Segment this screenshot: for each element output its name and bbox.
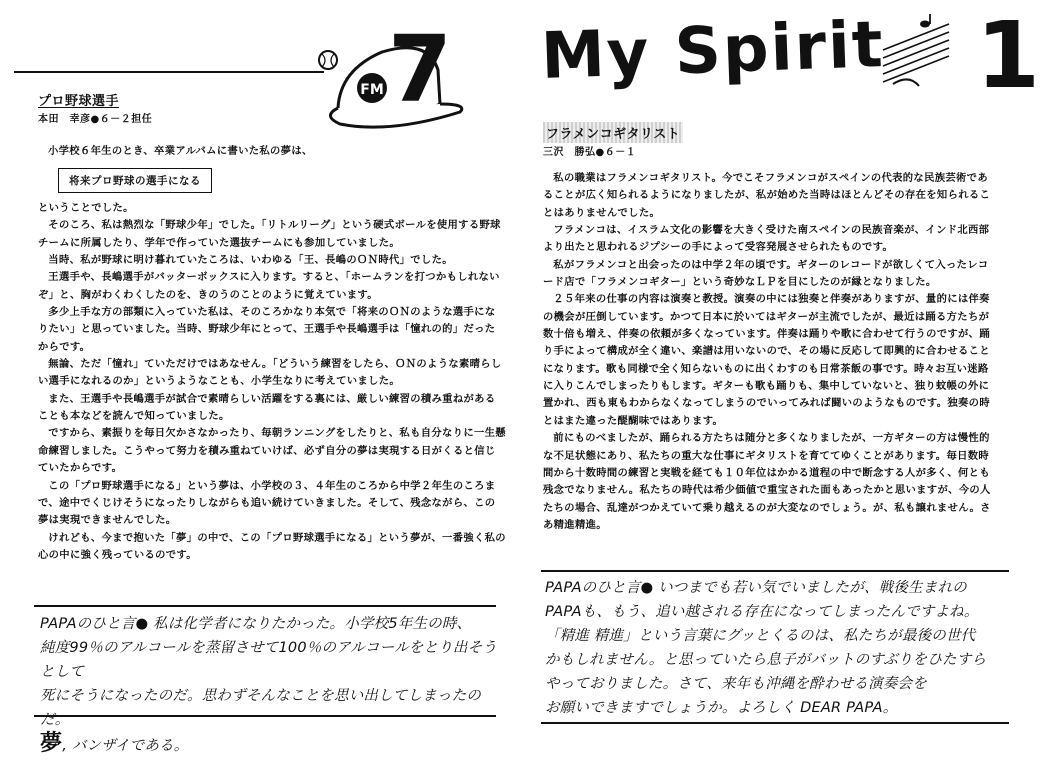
paragraph: また、王選手や長嶋選手が試合で素晴らしい活躍をする裏には、厳しい練習の積み重ねがあることも本などを読んで知っていました。	[38, 392, 496, 423]
paragraph: 当時、私が野球に明け暮れていたころは、いわゆる「王、長嶋のＯＮ時代」でした。	[48, 254, 453, 267]
article-title: フラメンコギタリスト	[543, 122, 683, 143]
article-body	[38, 200, 506, 564]
comment-top-rule	[34, 605, 496, 607]
music-notes-icon	[879, 14, 959, 94]
paragraph: 無論、ただ「憧れ」ていただけではあなせん。「どういう練習をしたら、ＯＮのような素晴らしい選手になれるのか」というようなことも、小学生なりに考えていました。	[38, 358, 502, 388]
intro-line: 小学校６年生のとき、卒業アルバムに書いた私の夢は、	[48, 145, 313, 157]
comment-top-rule	[541, 570, 1009, 572]
papa-comment-line: PAPAも、もう、追い越される存在になってしまったんですよね。	[545, 604, 979, 620]
header-rule	[14, 71, 324, 73]
papa-comment-line: 私は化学者になりたかった。小学校5年生の時、	[153, 616, 472, 632]
papa-closing: バンザイである。	[71, 738, 189, 754]
issue-number: 1	[976, 2, 1041, 109]
paragraph: 私がフラメンコと出会ったのは中学２年の頃です。ギターのレコードが欲しくて入ったレコード店で「フラメンコギター」という奇妙なＬＰを目にしたのが縁となりました。	[543, 258, 989, 289]
left-column	[0, 0, 520, 772]
paragraph: 多少上手な方の部類に入っていた私は、そのころかなり本気で「将来のＯＮのような選手になりたい」と思っていました。当時、野球少年にとって、王選手や長嶋選手は「憧れの的」だったからです。	[38, 306, 496, 353]
right-column	[531, 0, 1051, 772]
papa-label: PAPAのひと言●	[545, 580, 654, 596]
papa-comment-line: 純度99％のアルコールを蒸留させて100％のアルコールをとり出そうとして	[40, 640, 497, 680]
papa-comment-line: やっておりました。さて、来年も沖縄を酔わせる演奏会を	[545, 676, 927, 692]
paragraph: 王選手や、長嶋選手がバッターボックスに入ります。すると、「ホームランを打つかもしれないぞ」と、胸がわくわくしたのを、きのうのことのように覚えています。	[38, 271, 500, 301]
papa-closing-big: 夢	[40, 731, 63, 756]
dream-box: 将来プロ野球の選手になる	[58, 168, 212, 193]
papa-comment-line: 死にそうになったのだ。思わずそんなことを思い出してしまったのだ。	[40, 688, 481, 728]
comment-bottom-rule	[541, 722, 1009, 724]
paragraph: 前にものべましたが、踊られる方たちは随分と多くなりましたが、一方ギターの方は慢性的な不足状態にあり、私たちの重大な仕事にギタリストを育ててゆくことがあります。毎日数時間から十数時間の練習と実戦を経ても１０年位はかかる道程の中で断念する人が多く、何とも残念でなりません。私たちの時代は希少価値で重宝された面もあったかと思いますが、今の人たちの場合、乱達がつかえていて乗り越えるのが大変なのでしょう。が、私も譲れません。さあ精進精進。	[543, 432, 991, 531]
papa-label: PAPAのひと言●	[40, 616, 149, 632]
papa-comment-line: いつまでも若い気でいましたが、戦後生まれの	[658, 580, 967, 596]
papa-comment	[545, 576, 1015, 720]
paragraph: けれども、今まで抱いた「夢」の中で、この「プロ野球選手になる」という夢が、一番強く私の心の中に強く残っているのです。	[38, 531, 506, 561]
byline: 本田 幸彦●６－２担任	[38, 114, 153, 125]
papa-comment-line: お願いできますでしょうか。よろしく DEAR PAPA。	[545, 700, 898, 716]
papa-comment-line: かもしれません。と思っていたら息子がバットのすぶりをひたすら	[545, 652, 987, 668]
papa-comment: PAPAのひと言● 私は化学者になりたかった。小学校5年生の時、 純度99％のアルコールを蒸留させて100％のアルコールをとり出そうとして 死にそうになったのだ。思わずそんなことを思い出してしまったのだ。 夢, バンザイである。	[40, 612, 510, 758]
paragraph: ですから、素振りを毎日欠かさなかったり、毎朝ランニングをしたりと、私も自分なりに一生懸命練習しました。こうやって努力を積み重ねていけば、必ず自分の夢は実現する日がくると信じていたからです。	[38, 427, 506, 475]
logo-my-spirit: My Spirit	[539, 8, 886, 94]
article-title: プロ野球選手	[38, 94, 120, 109]
paragraph: この「プロ野球選手になる」という夢は、小学校の３、４年生のころから中学２年生のころまで、途中でくじけそうになったりしながらも追い続けていきました。そして、残念ながら、この夢は実現できませんでした。	[38, 479, 496, 527]
paragraph: 私の職業はフラメンコギタリスト。今でこそフラメンコがスペインの代表的な民族芸術であることが広く知られるようになりましたが、私が始めた当時はほとんどその存在を知られることはありませんでした。	[543, 172, 991, 219]
paragraph: そのころ、私は熱烈な「野球少年」でした。「リトルリーグ」という硬式ボールを使用する野球チームに所属したり、学年で作っていた選抜チームにも参加していました。	[38, 219, 501, 249]
issue-number: 7	[388, 16, 453, 123]
paragraph: ということでした。	[38, 202, 134, 214]
papa-comment-line: 「精進 精進」という言葉にグッとくるのは、私たちが最後の世代	[545, 628, 976, 644]
paragraph: フラメンコは、イスラム文化の影響を大きく受けた南スペインの民族音楽が、インド北西部より出たと思われるジプシーの手によって受容発展させられたものです。	[543, 224, 990, 254]
byline: 三沢 勝弘●６－１	[543, 147, 637, 158]
comment-bottom-rule	[34, 715, 496, 717]
paragraph: ２５年来の仕事の内容は演奏と教授。演奏の中には独奏と伴奏がありますが、量的には伴奏の機会が圧倒しています。かつて日本に於いてはギターが主流でしたが、最近は踊る方たちが数十倍も増え、伴奏の依頼が多くなっています。伴奏は踊りや歌に合わせて行うのですが、踊り手によって構成が全く違い、楽譜は用いないので、その場に反応して即興的に合わせることになります。歌も同様で全く知らないものに出くわすのも日常茶飯の事です。時々お互い迷路に入りこんでしまったりもします。ギターも歌も踊りも、集中していないと、独り蚊帳の外に置かれ、西も東もわからなくなってしまうのでいってみれば闘いのようなものです。独奏の時とはまた違った醍醐味ではあります。	[543, 293, 990, 427]
article-body	[543, 170, 995, 534]
svg-text:FM: FM	[360, 82, 384, 98]
